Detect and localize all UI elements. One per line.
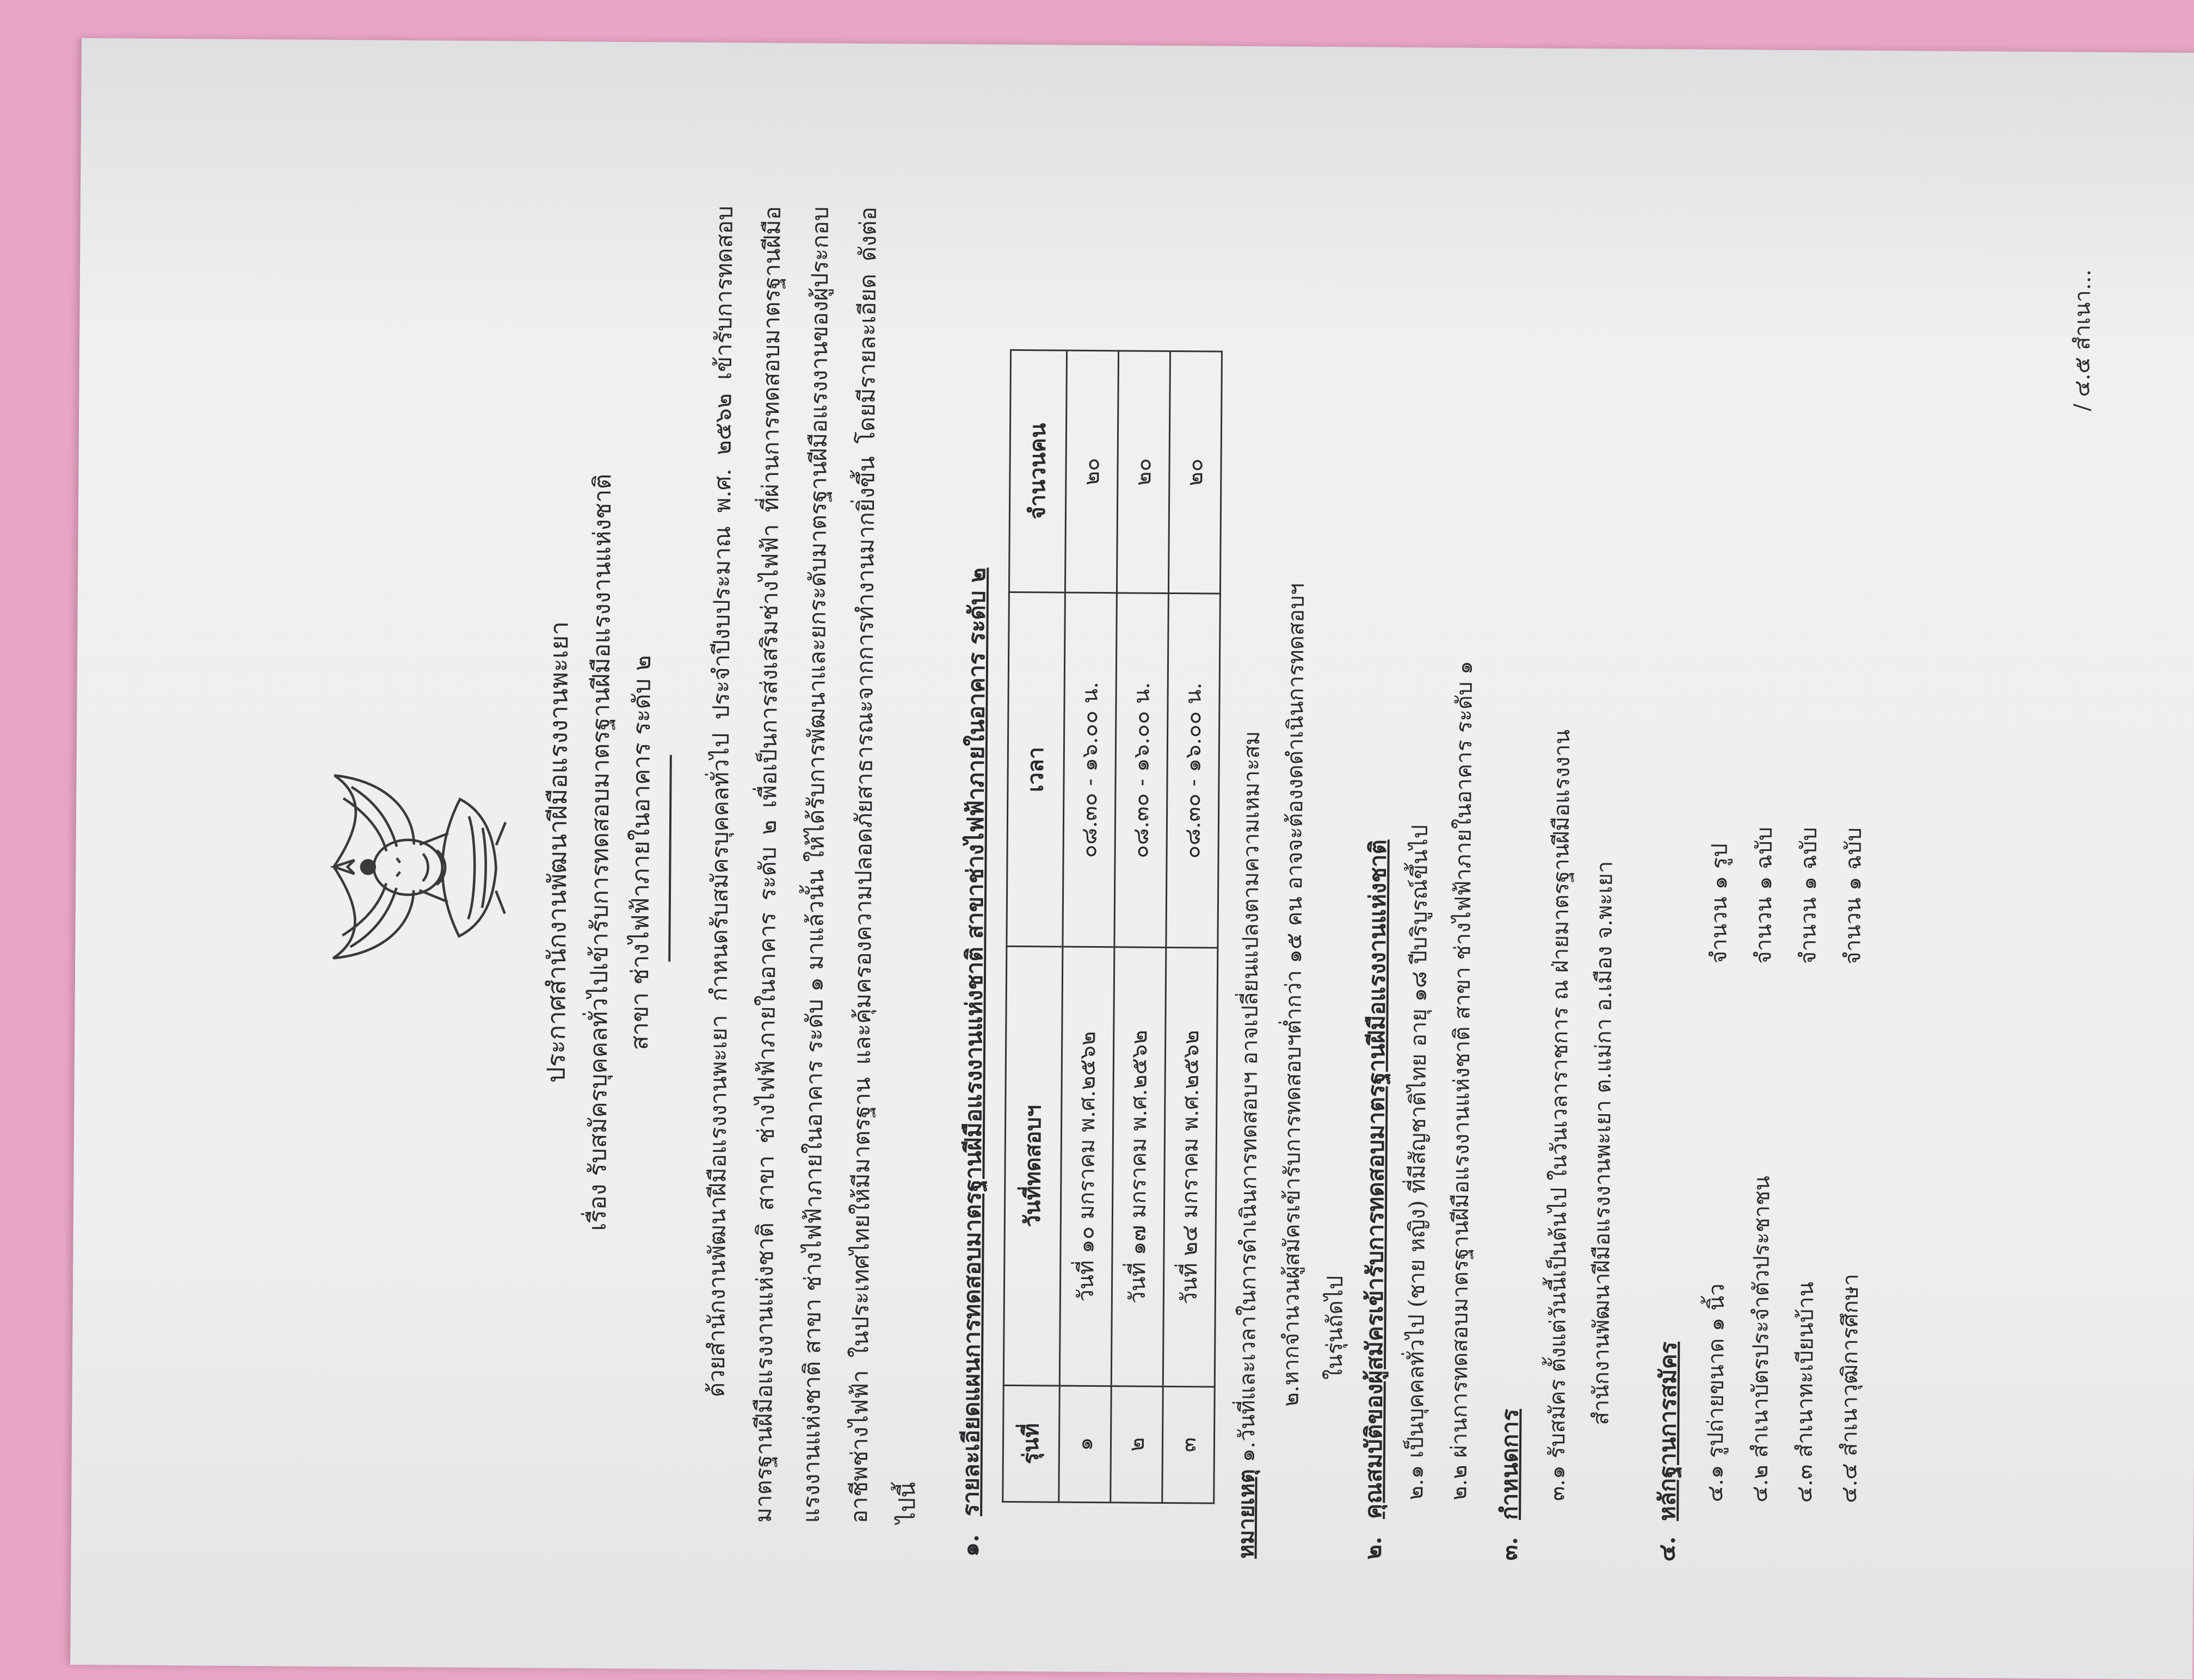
document-quantity: จำนวน ๑ ฉบับ bbox=[1840, 827, 1866, 965]
note-line-2: ๒.หากจำนวนผู้สมัครเข้ารับการทดสอบฯต่ำกว่า ๑๕ คน อาจจะต้องงดดำเนินการทดสอบฯ bbox=[1278, 583, 1310, 1407]
column-header-count: จำนวนคน bbox=[1009, 350, 1067, 592]
column-header-round: รุ่นที่ bbox=[1003, 1385, 1059, 1502]
document-label: ๔.๓ สำเนาทะเบียนบ้าน bbox=[1792, 1281, 1819, 1503]
note-label: หมายเหตุ bbox=[1233, 1469, 1260, 1559]
document-label: ๔.๔ สำเนาวุฒิการศึกษา bbox=[1836, 1274, 1864, 1503]
section-1-title-text: รายละเอียดแผนการทดสอบมาตรฐานฝีมือแรงงานแห่งชาติ สาขาช่างไฟฟ้าภายในอาคาร ระดับ ๒ bbox=[957, 567, 991, 1517]
table-cell: ๐๘.๓๐ - ๑๖.๐๐ น. bbox=[1114, 592, 1169, 947]
table-cell: วันที่ ๑๗ มกราคม พ.ศ.๒๕๖๒ bbox=[1111, 947, 1166, 1386]
list-item bbox=[1693, 800, 1742, 1503]
table-cell: ๒๐ bbox=[1168, 351, 1222, 593]
announcement-document bbox=[174, 82, 2194, 1631]
test-schedule-table bbox=[1002, 349, 1223, 1504]
branch-line: สาขา ช่างไฟฟ้าภายในอาคาร ระดับ ๒ bbox=[626, 654, 657, 1051]
list-item bbox=[1782, 801, 1832, 1503]
continued-marker: / ๔.๕ สำเนา... bbox=[2069, 269, 2096, 411]
intro-paragraph: ด้วยสำนักงานพัฒนาฝีมือแรงงานพะเยา กำหนดรับสมัครบุคคลทั่วไป ประจำปีงบประมาณ พ.ศ. ๒๕๖๒ เข้ารับการทดสอบมาตรฐานฝีมือแรงงานแห่งชาติ สาขา ช่างไฟฟ้าภายในอาคาร ระดับ ๒ เพื่อเป็นการส่งเสริมช่างไฟฟ้า ที่ผ่านการทดสอบมาตรฐานฝีมือแรงงานแห่งชาติ สาขา ช่างไฟฟ้าภายในอาคาร ระดับ ๑ มาแล้วนั้น ให้ได้รับการพัฒนาและยกระดับมาตรฐานฝีมือแรงงานของผู้ประกอบอาชีพช่างไฟฟ้า ในประเทศไทยให้มีมาตรฐาน และคุ้มครองความปลอดภัยสาธารณะจากการทำงานมากยิ่งขึ้น โดยมีรายละเอียด ดังต่อไปนี้ bbox=[702, 206, 921, 1524]
section-2-number: ๒. bbox=[1359, 1536, 1386, 1560]
document-quantity: จำนวน ๑ รูป bbox=[1706, 843, 1733, 964]
section-2-title-text: คุณสมบัติของผู้สมัครเข้ารับการทดสอบมาตรฐานฝีมือแรงงานแห่งชาติ bbox=[1360, 839, 1391, 1520]
table-cell: ๑ bbox=[1059, 1386, 1111, 1503]
required-documents-list bbox=[1693, 800, 1876, 1503]
section-4-number: ๔. bbox=[1653, 1536, 1680, 1562]
list-item: ๒.๑ เป็นบุคคลทั่วไป (ชาย หญิง) ที่มีสัญชาติไทย อายุ ๑๘ ปีบริบูรณ์ขึ้นไป bbox=[1403, 824, 1433, 1500]
schedule-details bbox=[1535, 730, 1628, 1502]
table-cell: ๐๘.๓๐ - ๑๖.๐๐ น. bbox=[1063, 592, 1117, 947]
document-quantity: จำนวน ๑ ฉบับ bbox=[1751, 826, 1777, 964]
registration-line: ๓.๑ รับสมัคร ตั้งแต่วันนี้เป็นต้นไป ในวันเวลาราชการ ณ ฝ่ายมาตรฐานฝีมือแรงงาน bbox=[1544, 729, 1575, 1502]
table-row bbox=[1111, 351, 1170, 1503]
document-sheet bbox=[70, 38, 2194, 1679]
registration-location: สำนักงานพัฒนาฝีมือแรงงานพะเยา ต.แม่กา อ.เมือง จ.พะเยา bbox=[1588, 861, 1618, 1425]
table-cell: วันที่ ๒๔ มกราคม พ.ศ.๒๕๖๒ bbox=[1163, 948, 1218, 1387]
list-item bbox=[1737, 800, 1787, 1503]
subject-line: เรื่อง รับสมัครบุคคลทั่วไปเข้ารับการทดสอบมาตรฐานฝีมือแรงงานแห่งชาติ bbox=[583, 473, 617, 1231]
list-item bbox=[1827, 801, 1876, 1503]
section-4-title-text: หลักฐานการสมัคร bbox=[1654, 1341, 1682, 1521]
divider-line bbox=[668, 755, 672, 962]
section-1-title bbox=[953, 567, 995, 1557]
section-1-number: ๑. bbox=[957, 1534, 984, 1557]
note-block bbox=[1225, 199, 1365, 1560]
column-header-time: เวลา bbox=[1007, 592, 1065, 947]
table-cell: ๒ bbox=[1111, 1386, 1163, 1503]
announcement-heading: ประกาศสำนักงานพัฒนาฝีมือแรงงานพะเยา bbox=[541, 621, 574, 1083]
table-cell: ๓ bbox=[1162, 1386, 1215, 1503]
note-line-3: ในรุ่นถัดไป bbox=[1322, 1275, 1348, 1380]
column-header-date: วันที่ทดสอบฯ bbox=[1003, 947, 1063, 1386]
section-3-title-text: กำหนดการ bbox=[1496, 1409, 1524, 1520]
table-row bbox=[1162, 351, 1222, 1503]
section-2-title bbox=[1355, 839, 1396, 1560]
table-cell: วันที่ ๑๐ มกราคม พ.ศ.๒๕๖๒ bbox=[1059, 947, 1114, 1386]
table-cell: ๐๘.๓๐ - ๑๖.๐๐ น. bbox=[1166, 593, 1221, 948]
table-cell: ๒๐ bbox=[1117, 351, 1170, 593]
qualification-list bbox=[1394, 660, 1487, 1500]
table-row bbox=[1059, 350, 1119, 1503]
table-header-row bbox=[1003, 350, 1067, 1502]
section-3-title bbox=[1492, 1409, 1528, 1560]
garuda-emblem-icon bbox=[287, 752, 517, 983]
list-item: ๒.๒ ผ่านการทดสอบมาตรฐานฝีมือแรงงานแห่งชาติ สาขา ช่างไฟฟ้าภายในอาคาร ระดับ ๑ bbox=[1446, 660, 1478, 1500]
document-quantity: จำนวน ๑ ฉบับ bbox=[1796, 827, 1822, 965]
note-line-1: ๑.วันที่และเวลาในการดำเนินการทดสอบฯ อาจเปลี่ยนแปลงตามความเหมาะสม bbox=[1234, 731, 1265, 1462]
table-cell: ๒๐ bbox=[1065, 350, 1118, 592]
section-4-title bbox=[1649, 1342, 1686, 1562]
section-3-number: ๓. bbox=[1495, 1536, 1523, 1561]
document-label: ๔.๒ สำเนาบัตรประจำตัวประชาชน bbox=[1747, 1176, 1775, 1503]
document-label: ๔.๑ รูปถ่ายขนาด ๑ นิ้ว bbox=[1703, 1283, 1730, 1503]
